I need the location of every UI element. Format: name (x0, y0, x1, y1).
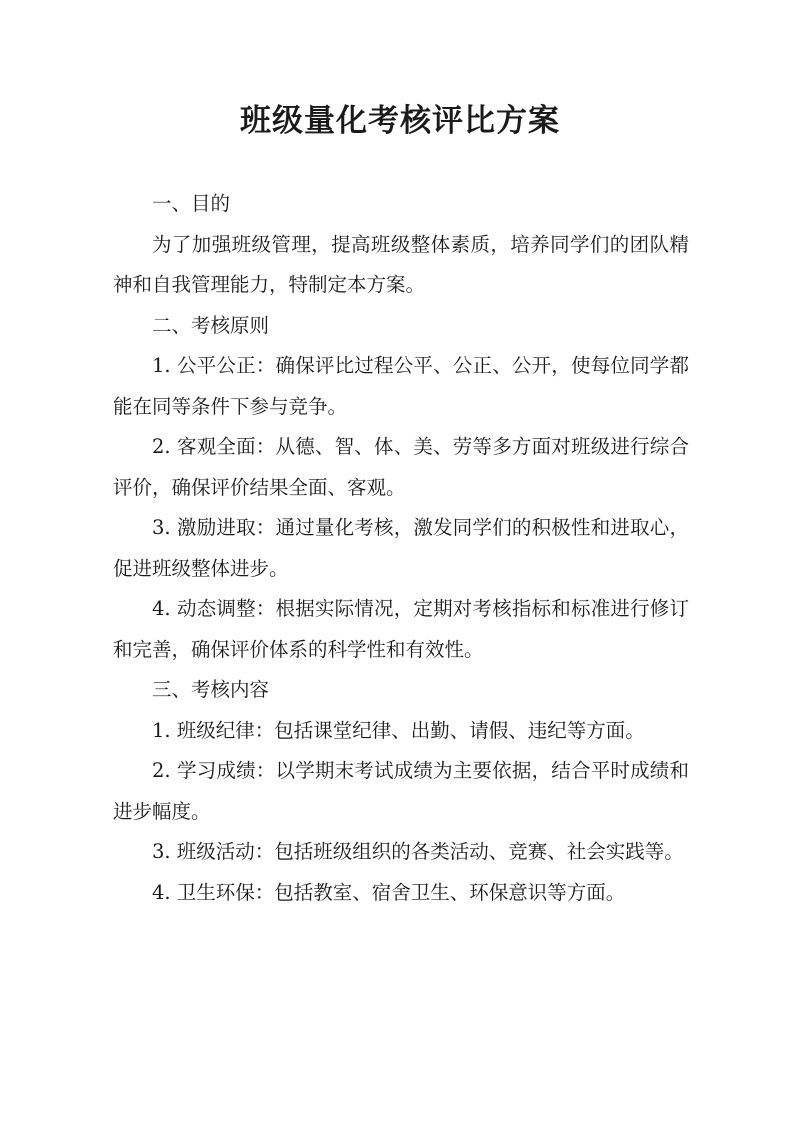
section-heading-purpose: 一、目的 (152, 192, 231, 215)
content-item: 2. 学习成绩：以学期末考试成绩为主要依据，结合平时成绩和进步幅度。 (113, 759, 689, 823)
principle-item: 2. 客观全面：从德、智、体、美、劳等多方面对班级进行综合评价，确保评价结果全面、客观。 (113, 435, 689, 499)
principle-item: 1. 公平公正：确保评比过程公平、公正、公开，使每位同学都能在同等条件下参与竞争。 (113, 354, 689, 418)
principle-item: 4. 动态调整：根据实际情况，定期对考核指标和标准进行修订和完善，确保评价体系的科学性和有效性。 (113, 597, 689, 661)
content-item: 3. 班级活动：包括班级组织的各类活动、竞赛、社会实践等。 (152, 840, 684, 863)
content-item: 1. 班级纪律：包括课堂纪律、出勤、请假、违纪等方面。 (152, 718, 645, 742)
content-item: 4. 卫生环保：包括教室、宿舍卫生、环保意识等方面。 (152, 880, 626, 904)
purpose-paragraph: 为了加强班级管理，提高班级整体素质，培养同学们的团队精神和自我管理能力，特制定本方案。 (113, 232, 689, 296)
document-body (113, 184, 689, 913)
principle-item: 3. 激励进取：通过量化考核，激发同学们的积极性和进取心，促进班级整体进步。 (113, 516, 689, 580)
section-heading-content: 三、考核内容 (152, 678, 270, 701)
document-title: 班级量化考核评比方案 (240, 103, 560, 139)
section-heading-principles: 二、考核原则 (152, 313, 270, 337)
